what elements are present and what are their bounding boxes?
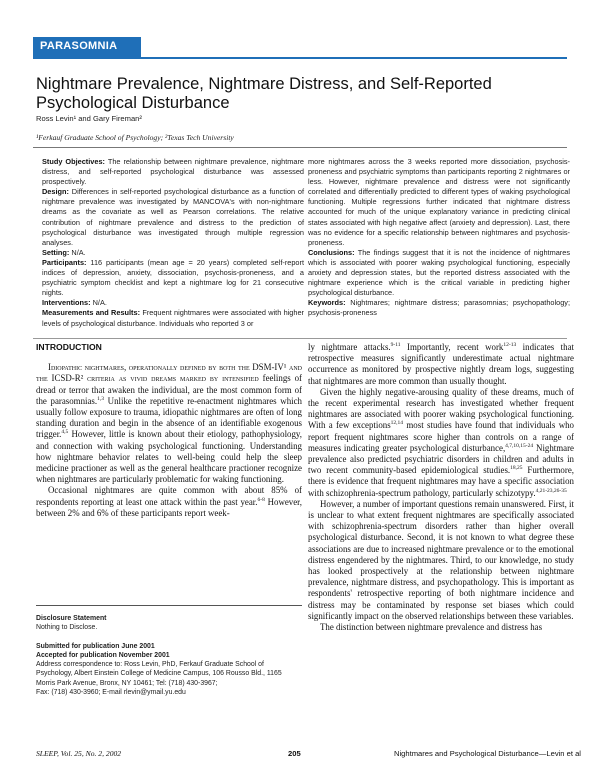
participants-label: Participants: [42,257,87,267]
setting-text: N/A. [71,247,86,257]
section-label: PARASOMNIA [40,40,118,52]
introduction-heading: INTRODUCTION [36,342,102,352]
abstract-right-column [308,157,570,319]
body-right-column [308,342,574,633]
author-list: Ross Levin¹ and Gary Fireman² [36,114,142,123]
interventions-text: N/A. [92,298,107,308]
submitted-date: Submitted for publication June 2001 [36,642,155,650]
keywords-label: Keywords: [308,298,346,308]
body-paragraph-3: However, a number of important questions remain unanswered. First, it is unclear to what extent frequent nightmares are specifically associated with schizophrenia-spectrum disorders rather than higher overall psychological disturbance. Second, it is not known to what degree these associations are due to increased nightmare prevalence or to the emotional distress engendered by the nightmares. Third, to our knowledge, no study has looked prospectively at the relationship between nightmare prevalence, nightmare distress, and psychopathology. This is important as respondents' retrospective reporting of both nightmare incidence and distress may be contaminated by response set biases which could significantly impact on the observed relationships between these variables. [308,498,574,621]
measurements-label: Measurements and Results: [42,308,141,318]
intro-p1-text-a: feelings of dread or terror that awaken the individual, are the most common form of the parasomnias. [36,373,302,406]
accepted-date: Accepted for publication November 2001 [36,651,170,659]
body-paragraph-1 [308,342,574,387]
participants-text: 116 participants (mean age = 20 years) completed self-report indices of depression, anxiety, dissociation, psychosis-proneness, and a psychiatric symptom checklist and kept a nightmare log for 21 consecutive nights. [42,257,304,298]
affiliations: ¹Ferkauf Graduate School of Psychology; ²Texas Tech University [36,133,234,142]
study-objectives-text: The relationship between nightmare prevalence, nightmare distress, and self-reported psychological disturbance was assessed prospectively. [42,157,304,187]
disclosure-text: Nothing to Disclose. [36,624,98,632]
article-title: Nightmare Prevalence, Nightmare Distress, and Self-Reported Psychological Disturbance [36,75,492,112]
design-text: Differences in self-reported psychological disturbance as a function of nightmare prevalence was investigated by MANCOVA's with non-nightmare dreams as the covariate as well as Pearson correlations. The relative contribution of nightmare prevalence and distress to the prediction of psychological disturbance was investigated through multiple regression analyses. [42,187,305,247]
body-p1-text-a: ly nightmare attacks. [308,342,391,352]
conclusions-text: The findings suggest that it is not the incidence of nightmares which is associated with poorer waking psychological functioning, especially anxiety and depression states, but the reported distress associated with the nightmare experience which is the critical variable in predicting higher psychological disturbance. [308,247,570,298]
abstract-bottom-rule [33,338,567,339]
abstract-top-rule [33,147,567,148]
citation-ref: 4,21-23,26-35 [535,487,567,494]
citation-ref: 12,14 [390,420,404,427]
intro-paragraph-2 [36,485,302,519]
citation-ref: 18,25 [510,465,523,472]
abstract-left-column [42,157,304,329]
abstract-keywords [308,298,570,318]
conclusions-label: Conclusions: [308,247,355,257]
body-p1-text-b: Importantly, recent work [400,342,504,352]
abstract-interventions [42,298,304,308]
intro-lead-in: Idiopathic nightmares, operationally defined by both the DSM-IV¹ and the ICSD-R² criteria as vivid dreams marked by intensified [36,362,302,384]
body-p2-text-d: Furthermore, there is evidence that frequent nightmares may have a specific association with schizophrenia-spectrum pathology, particularly schizotypy. [308,465,574,498]
section-rule [33,57,567,59]
setting-label: Setting: [42,247,70,257]
body-paragraph-4: The distinction between nightmare prevalence and distress has [320,622,543,633]
body-p2-text-b: most studies have found that individuals who report frequent nightmares score higher than controls on a range of measures indicating greater psychological disturbance, [308,420,574,453]
abstract-measurements [42,308,304,328]
disclosure-heading: Disclosure Statement [36,615,107,622]
abstract-design [42,187,304,248]
body-p1-text-c: indicates that retrospective measures significantly underestimate actual nightmare occurrence as monitored by prospective nightly dream logs, suggesting that nightmares are more common than usually thought. [308,342,574,386]
body-paragraph-2 [308,387,574,499]
abstract-participants [42,258,304,298]
intro-p2-text-b: However, between 2% and 6% of these participants report week- [36,496,303,518]
citation-ref: 4,5 [61,429,69,436]
footnote-rule [36,605,302,606]
footnotes [36,614,302,697]
intro-p1-text-c: However, little is known about their etiology, pathophysiology, and connection with waking psychological functioning. Understanding how nightmare behavior relates to well-being could help the sleep medicine practioner as well as the general healthcare practioner recognize when nightmares are particularly problematic for waking functioning. [36,429,302,485]
footer-journal: SLEEP, Vol. 25, No. 2, 2002 [36,749,122,758]
section-banner [33,37,141,57]
footer-page-number: 205 [288,749,301,758]
body-left-column [36,342,302,519]
citation-ref: 6-8 [257,496,265,503]
correspondence-address: Address correspondence to: Ross Levin, PhD, Ferkauf Graduate School of Psychology, Albert Einstein College of Medicine Campus, 106 Rousso Bld., 1165 Morris Park Avenue, Bronx, NY 10461; Tel: (718) 430-3967; [36,661,282,687]
citation-ref: 1,3 [97,395,104,402]
abstract-conclusions [308,248,570,298]
abstract-study-objectives [42,157,304,187]
study-objectives-label: Study Objectives: [42,157,105,166]
body-p2-text-a: Given the highly negative-arousing quality of these dreams, much of the recent experimental research has investigated whether frequent nightmares are associated with poorer waking psychological functioning. With a few exceptions [308,386,574,431]
abstract-setting [42,248,304,258]
intro-p2-text-a: Occasional nightmares are quite common with about 85% of respondents reporting at least one attack within the past year. [36,485,302,507]
design-label: Design: [42,187,69,197]
citation-ref: 12-13 [503,342,517,349]
citation-ref: 9-11 [390,342,401,349]
citation-ref: 4,7,10,15-24 [505,442,534,449]
correspondence-fax-email: Fax: (718) 430-3960; E-mail rlevin@ymail.yu.edu [36,689,186,697]
measurements-text: Frequent nightmares were associated with higher levels of psychological disturbance. Individuals who reported 3 or [42,308,304,328]
intro-p1-text-b: Unlike the repetitive re-enactment nightmares which usually follow exposure to trauma, idiopathic nightmares are often of long standing duration and begin in the absence of an identifiable exogenous trigger. [36,395,302,440]
body-p2-text-c: Nightmare prevalence also predicted psychiatric disorders in children and adults in two recent community-based epidemiological studies. [308,442,574,476]
abstract-measurements-cont: more nightmares across the 3 weeks reported more dissociation, psychosis-proneness and psychiatric symptoms than participants reporting 2 nightmares or less. However, nightmare prevalence and distress were not significantly correlated and differentially predicted to different types of waking psychological functioning. Multiple regressions further indicated that nightmare distress accounted for much of the unique explanatory variance in predicting clinical states associated with high negative affect (anxiety and depression). Last, there was no evidence for a specific relationship between nightmares and psychosis-proneness. [308,157,570,247]
interventions-label: Interventions: [42,298,91,308]
keywords-text: Nightmares; nightmare distress; parasomnias; psychopathology; psychosis-proneness [308,298,570,318]
footer-running-title: Nightmares and Psychological Disturbance—Levin et al [394,749,581,758]
intro-paragraph-1 [36,362,302,485]
